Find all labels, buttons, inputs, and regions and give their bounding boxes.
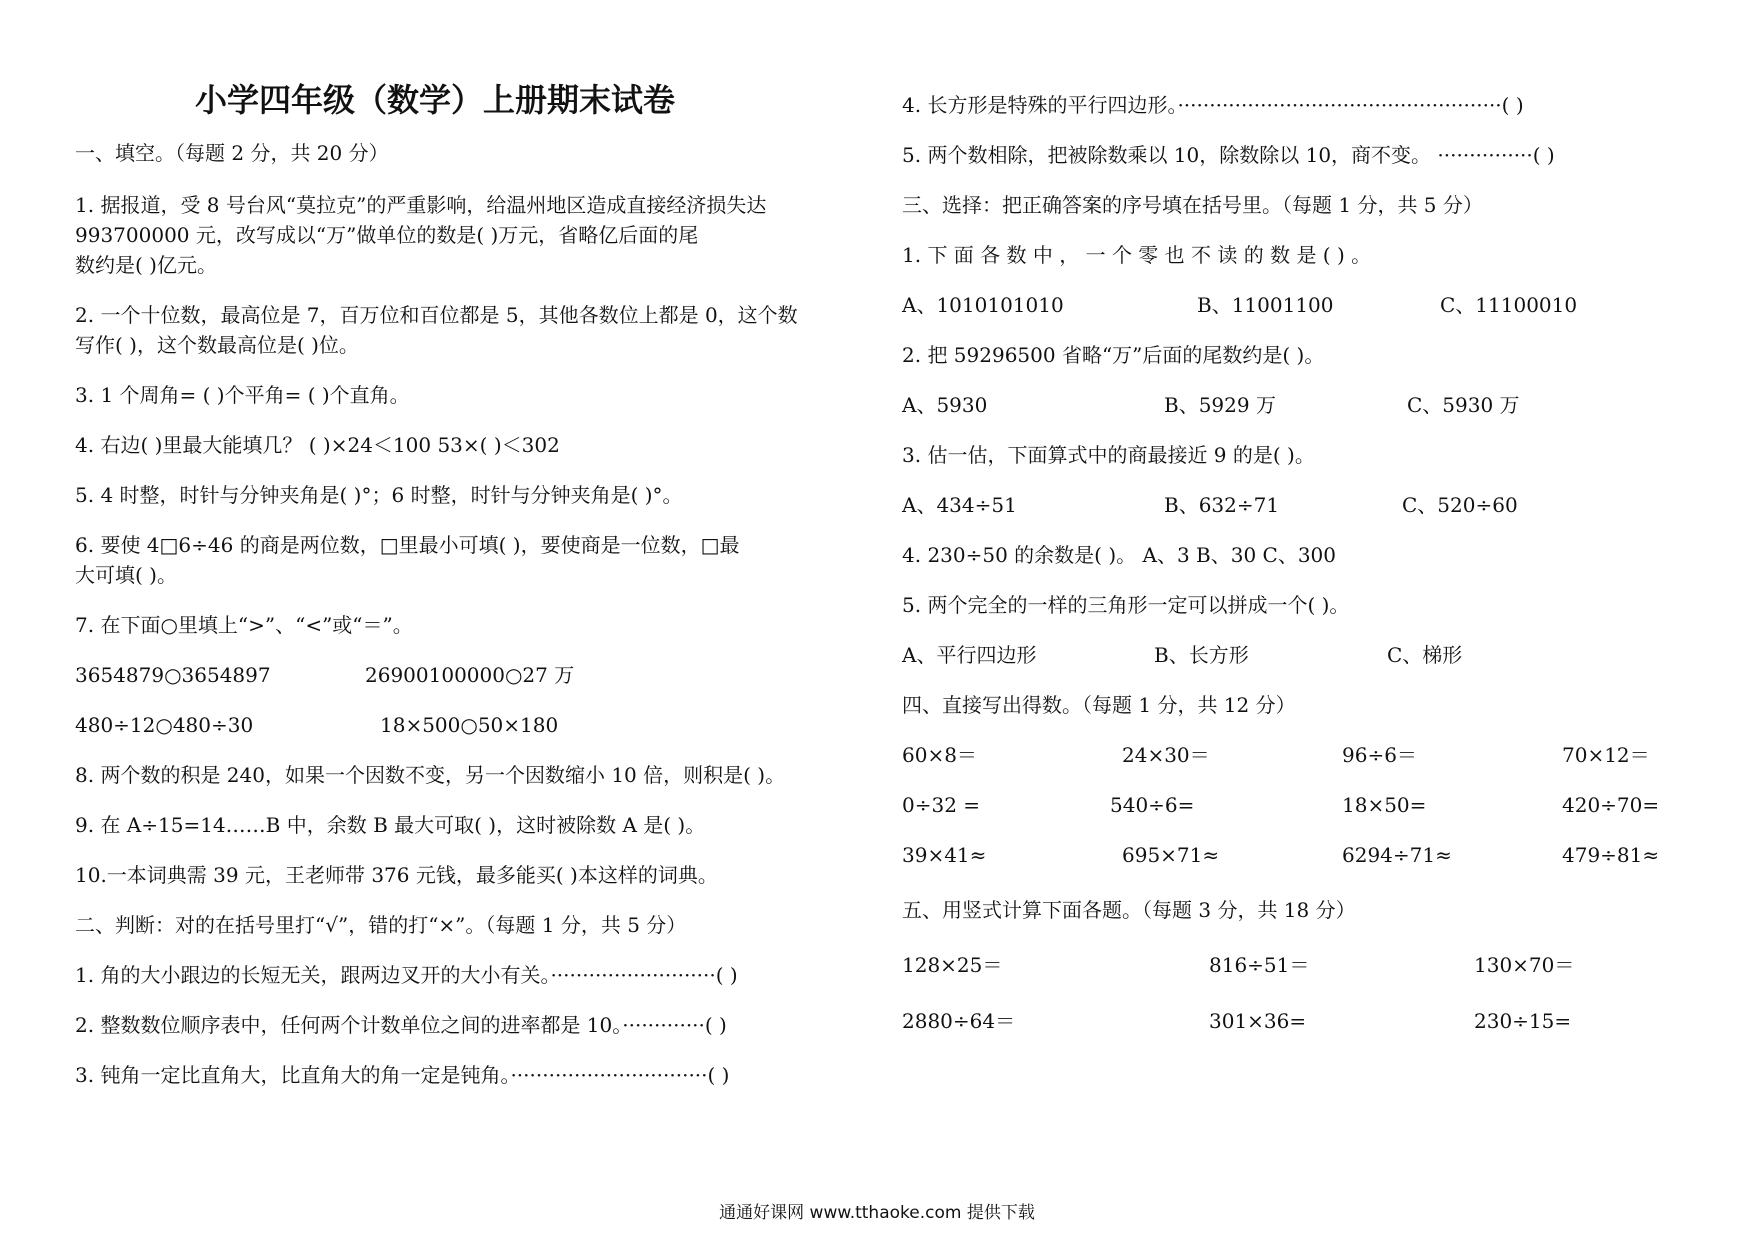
oral-calc-item: 6294÷71≈ <box>1342 843 1452 867</box>
question-text: 10.一本词典需 39 元，王老师带 376 元钱，最多能买( )本这样的词典。 <box>75 863 718 887</box>
question-text: 写作( )，这个数最高位是( )位。 <box>75 333 359 357</box>
question-text: 8. 两个数的积是 240，如果一个因数不变，另一个因数缩小 10 倍，则积是( )。 <box>75 763 786 787</box>
vertical-calc-item: 301×36= <box>1209 1009 1307 1033</box>
judge-item: 5. 两个数相除，把被除数乘以 10，除数除以 10，商不变。 ···············( ) <box>902 143 1555 167</box>
judge-item: 2. 整数数位顺序表中，任何两个计数单位之间的进率都是 10。·············( ) <box>75 1013 727 1037</box>
choice-option: A、1010101010 <box>902 293 1064 317</box>
question-text: 数约是( )亿元。 <box>75 253 217 277</box>
choice-option: C、520÷60 <box>1402 493 1518 517</box>
section-2-heading: 二、判断：对的在括号里打“√”，错的打“×”。（每题 1 分，共 5 分） <box>75 913 687 937</box>
section-1-heading: 一、填空。（每题 2 分，共 20 分） <box>75 141 389 165</box>
oral-calc-item: 24×30＝ <box>1122 743 1210 767</box>
choice-option: C、11100010 <box>1440 293 1578 317</box>
choice-question: 4. 230÷50 的余数是( )。 A、3 B、30 C、300 <box>902 543 1337 567</box>
choice-question: 2. 把 59296500 省略“万”后面的尾数约是( )。 <box>902 343 1325 367</box>
oral-calc-item: 39×41≈ <box>902 843 987 867</box>
choice-option: B、5929 万 <box>1164 393 1276 417</box>
footer-source: 通通好课网 www.tthaoke.com 提供下载 <box>719 1203 1035 1223</box>
oral-calc-item: 540÷6= <box>1110 793 1195 817</box>
vertical-calc-item: 816÷51＝ <box>1209 953 1310 977</box>
choice-option: B、长方形 <box>1154 643 1249 667</box>
choice-option: B、11001100 <box>1197 293 1334 317</box>
choice-option: B、632÷71 <box>1164 493 1280 517</box>
question-text: 9. 在 A÷15=14……B 中，余数 B 最大可取( )，这时被除数 A 是( )。 <box>75 813 706 837</box>
compare-item: 480÷12○480÷30 <box>75 713 254 737</box>
section-4-heading: 四、直接写出得数。（每题 1 分，共 12 分） <box>902 693 1296 717</box>
choice-question: 3. 估一估，下面算式中的商最接近 9 的是( )。 <box>902 443 1315 467</box>
oral-calc-item: 70×12＝ <box>1562 743 1650 767</box>
choice-option: A、434÷51 <box>902 493 1017 517</box>
vertical-calc-item: 2880÷64＝ <box>902 1009 1016 1033</box>
question-text: 大可填( )。 <box>75 563 177 587</box>
oral-calc-item: 18×50= <box>1342 793 1427 817</box>
vertical-calc-item: 130×70＝ <box>1474 953 1575 977</box>
page-title: 小学四年级（数学）上册期末试卷 <box>195 81 676 119</box>
compare-item: 18×500○50×180 <box>380 713 559 737</box>
question-text: 6. 要使 4□6÷46 的商是两位数，□里最小可填( )，要使商是一位数，□最 <box>75 533 740 557</box>
oral-calc-item: 60×8＝ <box>902 743 977 767</box>
choice-option: A、5930 <box>902 393 988 417</box>
oral-calc-item: 420÷70= <box>1562 793 1660 817</box>
oral-calc-item: 695×71≈ <box>1122 843 1220 867</box>
vertical-calc-item: 230÷15= <box>1474 1009 1572 1033</box>
choice-question: 5. 两个完全的一样的三角形一定可以拼成一个( )。 <box>902 593 1350 617</box>
judge-item: 1. 角的大小跟边的长短无关，跟两边叉开的大小有关。··························( ) <box>75 963 738 987</box>
compare-item: 26900100000○27 万 <box>365 663 575 687</box>
question-text: 1. 据报道，受 8 号台风“莫拉克”的严重影响，给温州地区造成直接经济损失达 <box>75 193 767 217</box>
question-text: 3. 1 个周角= ( )个平角= ( )个直角。 <box>75 383 410 407</box>
vertical-calc-item: 128×25＝ <box>902 953 1003 977</box>
judge-item: 4. 长方形是特殊的平行四边形。···················································( ) <box>902 93 1524 117</box>
judge-item: 3. 钝角一定比直角大，比直角大的角一定是钝角。·······························( ) <box>75 1063 730 1087</box>
choice-option: C、梯形 <box>1387 643 1463 667</box>
oral-calc-item: 0÷32 = <box>902 793 981 817</box>
choice-option: C、5930 万 <box>1407 393 1520 417</box>
question-text: 5. 4 时整，时针与分钟夹角是( )°；6 时整，时针与分钟夹角是( )°。 <box>75 483 683 507</box>
oral-calc-item: 479÷81≈ <box>1562 843 1660 867</box>
choice-option: A、平行四边形 <box>902 643 1037 667</box>
section-5-heading: 五、用竖式计算下面各题。（每题 3 分，共 18 分） <box>902 898 1356 922</box>
question-text: 4. 右边( )里最大能填几？ ( )×24＜100 53×( )＜302 <box>75 433 560 457</box>
section-3-heading: 三、选择：把正确答案的序号填在括号里。（每题 1 分，共 5 分） <box>902 193 1483 217</box>
choice-question: 1. 下 面 各 数 中 ， 一 个 零 也 不 读 的 数 是 ( ) 。 <box>902 243 1372 267</box>
question-text: 993700000 元，改写成以“万”做单位的数是( )万元，省略亿后面的尾 <box>75 223 699 247</box>
oral-calc-item: 96÷6＝ <box>1342 743 1417 767</box>
question-text: 2. 一个十位数，最高位是 7，百万位和百位都是 5，其他各数位上都是 0，这个数 <box>75 303 798 327</box>
question-text: 7. 在下面○里填上“>”、“<”或“＝”。 <box>75 613 413 637</box>
compare-item: 3654879○3654897 <box>75 663 271 687</box>
